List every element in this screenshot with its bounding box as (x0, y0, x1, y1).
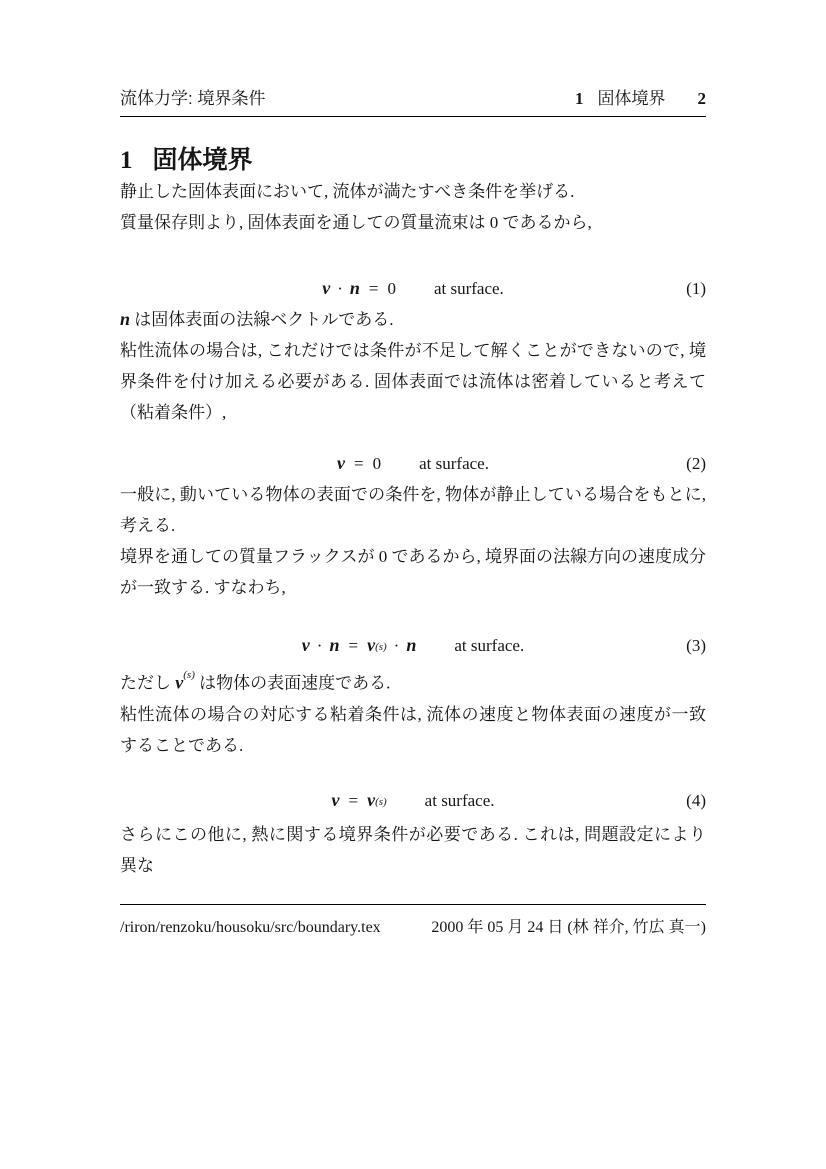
footer-source-path: /riron/renzoku/housoku/src/boundary.tex (120, 918, 381, 936)
equation-number: (1) (686, 279, 706, 298)
paragraph-text: 粘性流体の場合は, これだけでは条件が不足して解くことができないので, 境界条件を付け加える必要がある. 固体表面では流体は密着していると考えて（粘着条件）, (120, 341, 706, 422)
paragraph-text: 境界を通しての質量フラックスが 0 であるから, 境界面の法線方向の速度成分が一致する. すなわち, (120, 547, 706, 597)
section-heading (120, 145, 706, 176)
math-superscript-s: (s) (375, 641, 387, 653)
running-header (120, 84, 706, 117)
paragraph-viscous-noslip (120, 335, 706, 428)
math-zero: 0 (387, 279, 396, 298)
math-dot-operator: · (337, 279, 343, 298)
paragraph-text: ただし (120, 673, 176, 693)
paragraph-text: 静止した固体表面において, 流体が満たすべき条件を挙げる. (120, 182, 575, 201)
page-footer (120, 904, 706, 937)
math-equals: = (348, 790, 359, 810)
equation-4 (120, 785, 706, 819)
paragraph-thermal-condition (120, 819, 706, 881)
paragraph-mass-conservation (120, 207, 706, 238)
equation-condition: at surface. (419, 454, 489, 473)
math-vector-n: n (406, 635, 417, 655)
math-superscript-s: (s) (183, 669, 195, 681)
header-page-number: 2 (697, 89, 706, 108)
equation-condition: at surface. (424, 790, 495, 810)
paragraph-mass-flux (120, 541, 706, 603)
math-equals: = (354, 454, 364, 473)
equation-condition: at surface. (433, 279, 504, 298)
math-equals: = (368, 279, 379, 298)
math-vector-n: n (349, 278, 360, 298)
paragraph-text: 一般に, 動いている物体の表面での条件を, 物体が静止している場合をもとに, 考える. (120, 485, 706, 535)
math-vector-n: n (120, 309, 131, 329)
paragraph-moving-body (120, 479, 706, 541)
section-number: 1 (120, 147, 133, 174)
equation-number: (3) (686, 636, 706, 655)
math-equals: = (348, 636, 359, 655)
header-right-group (575, 84, 706, 109)
paragraph-viscous-match (120, 699, 706, 761)
math-vector-v: v (301, 635, 310, 655)
equation-condition: at surface. (454, 636, 525, 655)
paragraph-normal-vector (120, 304, 706, 335)
equation-1 (120, 273, 706, 304)
math-vector-v: v (322, 278, 331, 298)
header-doc-title: 流体力学: 境界条件 (120, 89, 266, 108)
equation-2 (120, 448, 706, 479)
math-zero: 0 (372, 454, 382, 473)
math-dot-operator: · (393, 636, 400, 655)
paragraph-intro (120, 176, 706, 207)
section-title: 固体境界 (152, 146, 253, 174)
equation-number: (2) (686, 454, 706, 473)
footer-date-authors: 2000 年 05 月 24 日 (林 祥介, 竹広 真一) (431, 918, 706, 936)
paragraph-text: は固体表面の法線ベクトルである. (130, 310, 394, 329)
header-section-number: 1 (575, 89, 584, 108)
math-dot-operator: · (316, 636, 323, 655)
math-vector-v-surface: v (367, 789, 376, 810)
math-vector-v: v (337, 453, 346, 473)
math-superscript-s: (s) (375, 795, 387, 808)
paragraph-text: 粘性流体の場合の対応する粘着条件は, 流体の速度と物体表面の速度が一致することである. (120, 704, 706, 755)
math-vector-v-surface: v (175, 672, 184, 693)
math-vector-v: v (331, 789, 340, 810)
equation-3 (120, 630, 706, 664)
math-vector-n: n (329, 635, 340, 655)
header-section-title: 固体境界 (597, 89, 666, 108)
paragraph-text: 質量保存則より, 固体表面を通しての質量流束は 0 であるから, (120, 213, 592, 232)
math-vector-v-surface: v (367, 635, 376, 655)
paragraph-text: は物体の表面速度である. (194, 673, 391, 693)
equation-number: (4) (686, 790, 706, 810)
paragraph-text: さらにこの他に, 熱に関する境界条件が必要である. これは, 問題設定により異な (120, 824, 706, 875)
paragraph-surface-velocity (120, 664, 706, 699)
